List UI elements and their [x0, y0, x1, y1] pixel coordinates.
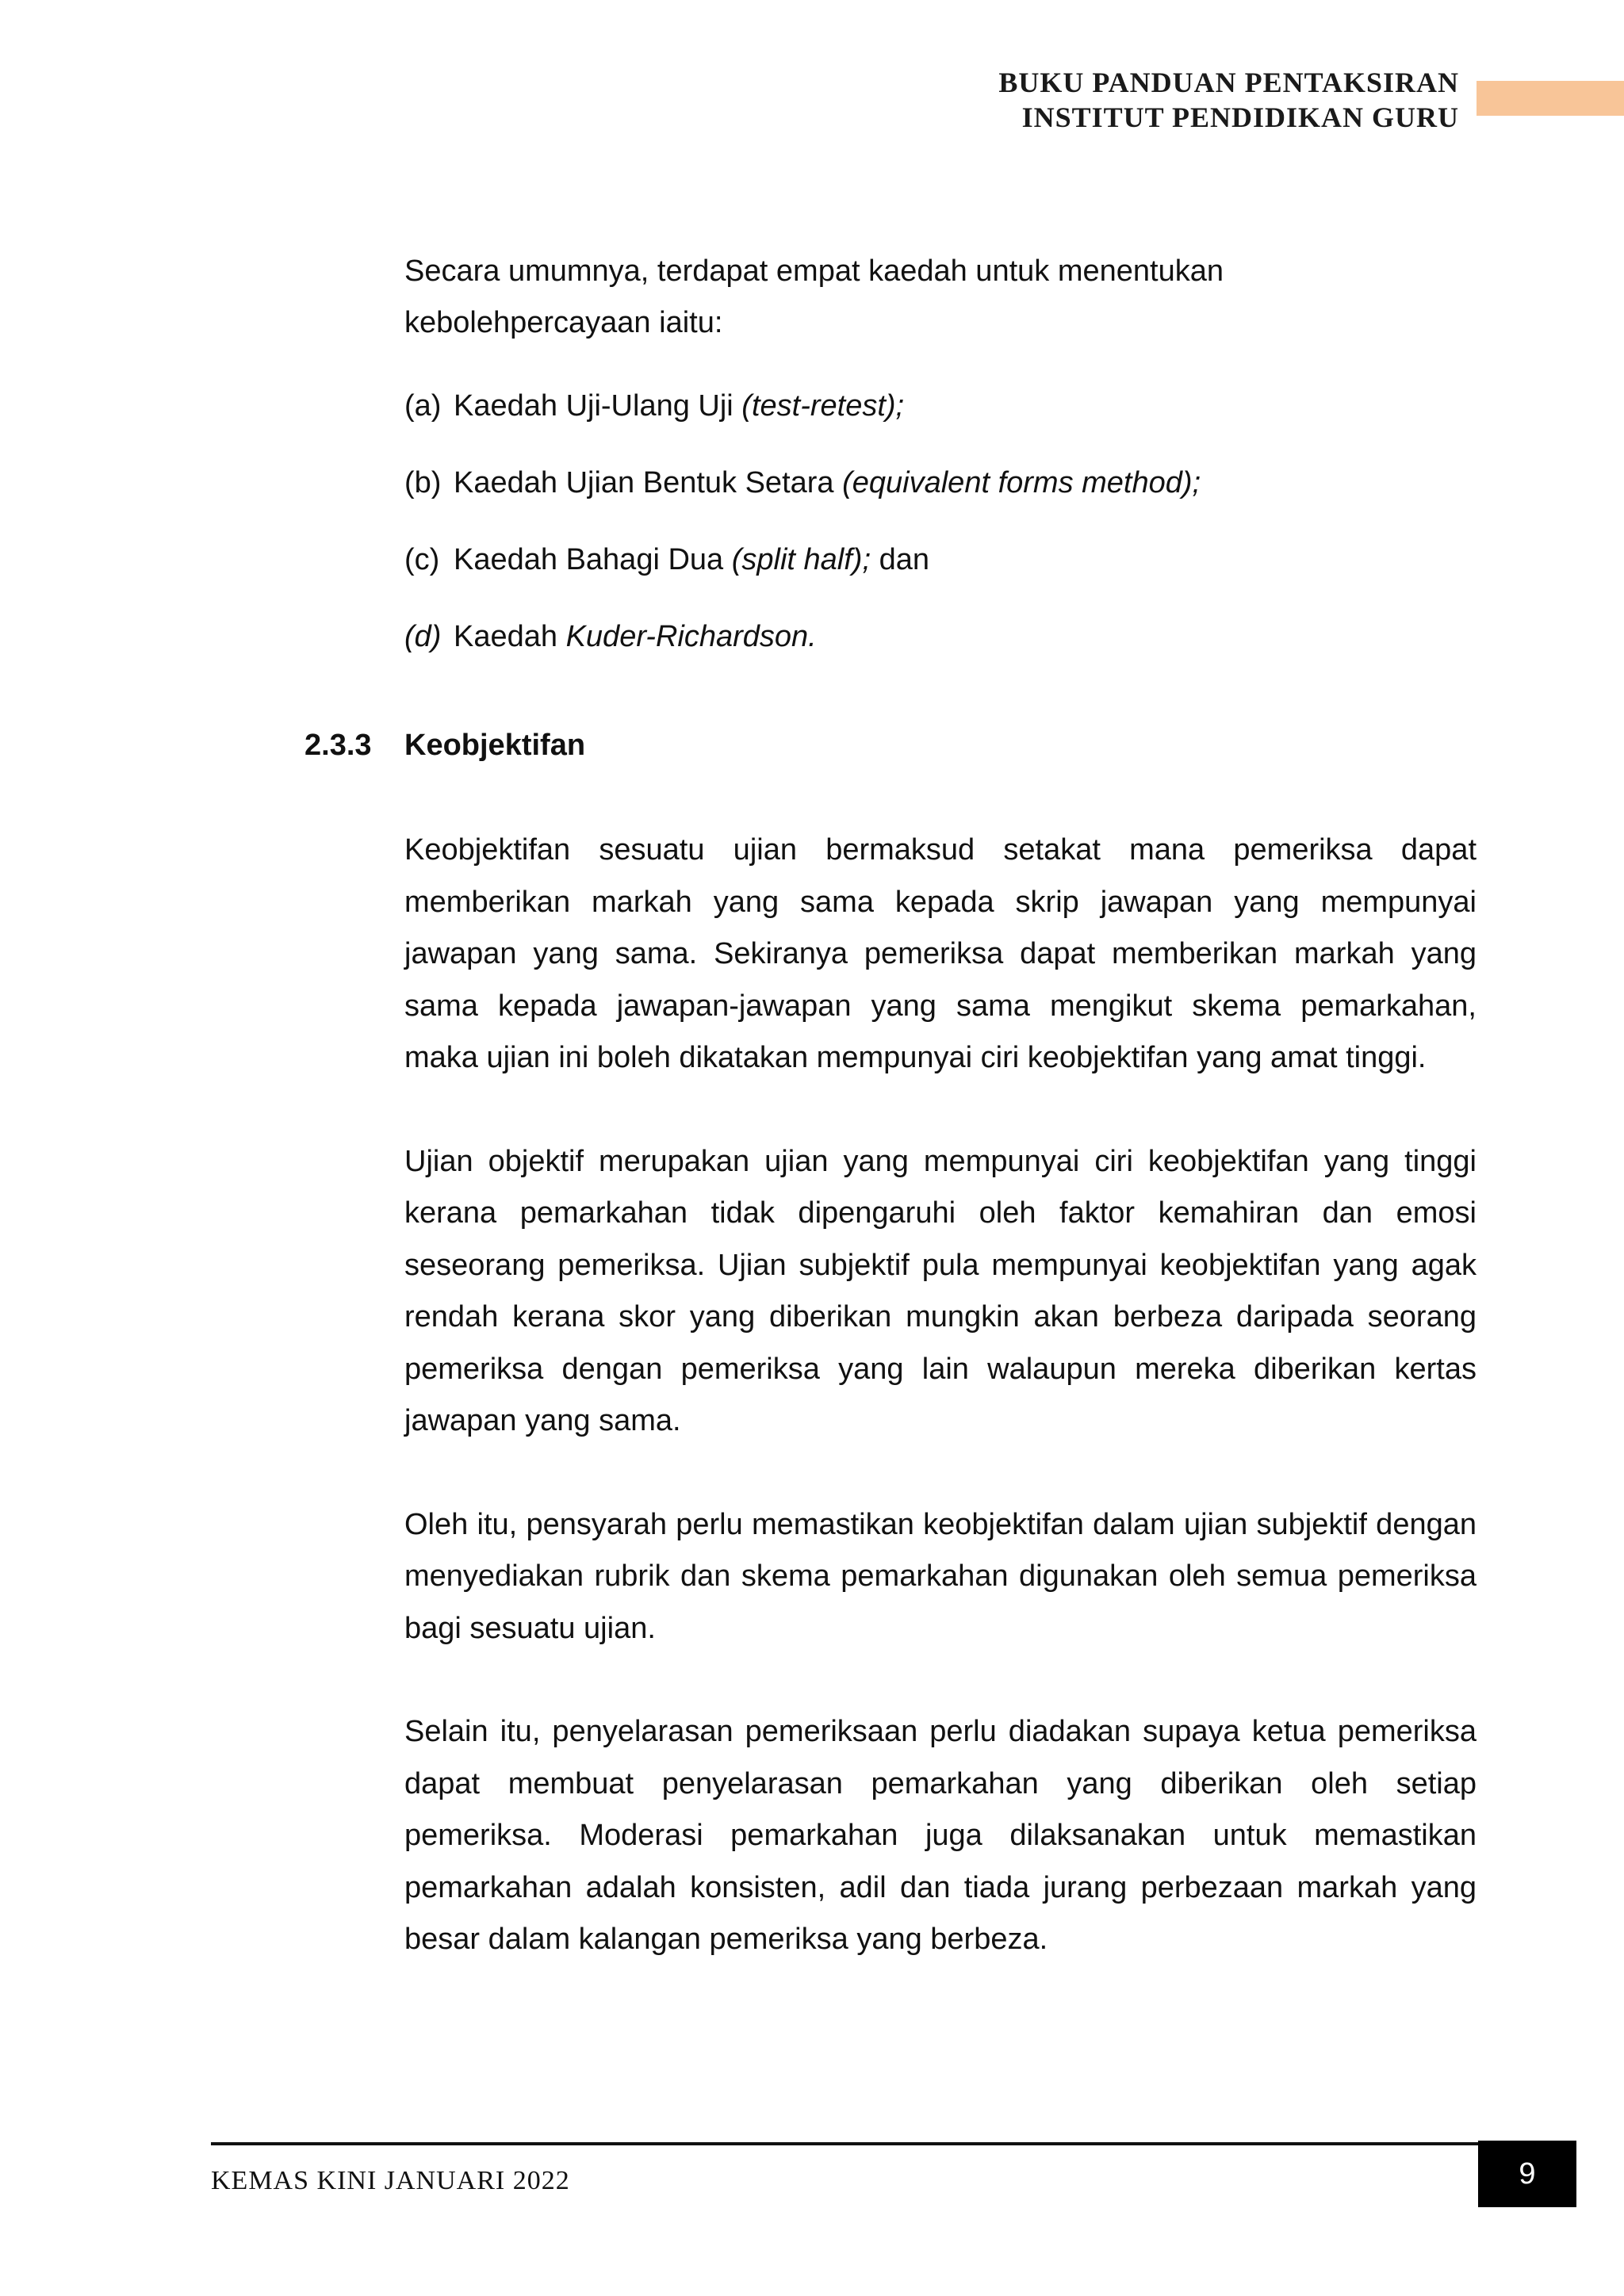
body-paragraph: Ujian objektif merupakan ujian yang mempunyai ciri keobjektifan yang tinggi kerana pemarkahan tidak dipengaruhi oleh faktor kemahiran dan emosi seseorang pemeriksa. Ujian subjektif pula mempunyai keobjektifan yang agak rendah kerana skor yang diberikan mungkin akan berbeza daripada seorang pemeriksa dengan pemeriksa yang lain walaupun mereka diberikan kertas jawapan yang sama. [404, 1144, 1477, 1437]
list-marker: (d) [404, 620, 442, 653]
list-item-text: Kaedah Ujian Bentuk Setara (equivalent forms method); [454, 466, 1201, 499]
body-paragraph: Selain itu, penyelarasan pemeriksaan perlu diadakan supaya ketua pemeriksa dapat membuat penyelarasan pemarkahan yang diberikan oleh setiap pemeriksa. Moderasi pemarkahan juga dilaksanakan untuk memastikan pemarkahan adalah konsisten, adil dan tiada jurang perbezaan markah yang besar dalam kalangan pemeriksa yang berbeza. [404, 1715, 1477, 1956]
list-item-text: Kaedah Kuder-Richardson. [454, 620, 817, 653]
document-header [998, 65, 1459, 135]
list-item [404, 534, 1477, 586]
list-item [404, 381, 1477, 432]
list-marker: (c) [404, 543, 440, 576]
header-title-line-2: INSTITUT PENDIDIKAN GURU [1021, 101, 1459, 133]
header-title-line-1: BUKU PANDUAN PENTAKSIRAN [998, 67, 1459, 98]
body-paragraph: Oleh itu, pensyarah perlu memastikan keobjektifan dalam ujian subjektif dengan menyediakan rubrik dan skema pemarkahan digunakan oleh semua pemeriksa bagi sesuatu ujian. [404, 1507, 1477, 1645]
section-body [404, 825, 1477, 2018]
page-number-badge [1478, 2141, 1576, 2207]
list-item-text: Kaedah Bahagi Dua (split half); dan [454, 543, 929, 576]
intro-section [404, 246, 1477, 688]
body-paragraph: Keobjektifan sesuatu ujian bermaksud setakat mana pemeriksa dapat memberikan markah yang sama kepada skrip jawapan yang mempunyai jawapan yang sama. Sekiranya pemeriksa dapat memberikan markah yang sama kepada jawapan-jawapan yang sama mengikut skema pemarkahan, maka ujian ini boleh dikatakan mempunyai ciri keobjektifan yang amat tinggi. [404, 833, 1477, 1074]
intro-paragraph: Secara umumnya, terdapat empat kaedah untuk menentukan kebolehpercayaan iaitu: [404, 254, 1224, 339]
section-number: 2.3.3 [304, 729, 372, 762]
section-title: Keobjektifan [404, 729, 586, 762]
list-marker: (a) [404, 389, 442, 423]
section-heading [304, 720, 585, 771]
footer-update-date: KEMAS KINI JANUARI 2022 [211, 2166, 570, 2195]
list-item [404, 611, 1477, 663]
list-item-text: Kaedah Uji-Ulang Uji (test-retest); [454, 389, 905, 423]
header-accent-bar [1477, 81, 1624, 116]
reliability-methods-list [404, 381, 1477, 663]
list-marker: (b) [404, 466, 442, 499]
page-number: 9 [1519, 2156, 1536, 2191]
list-item [404, 457, 1477, 509]
footer-divider [211, 2142, 1478, 2145]
